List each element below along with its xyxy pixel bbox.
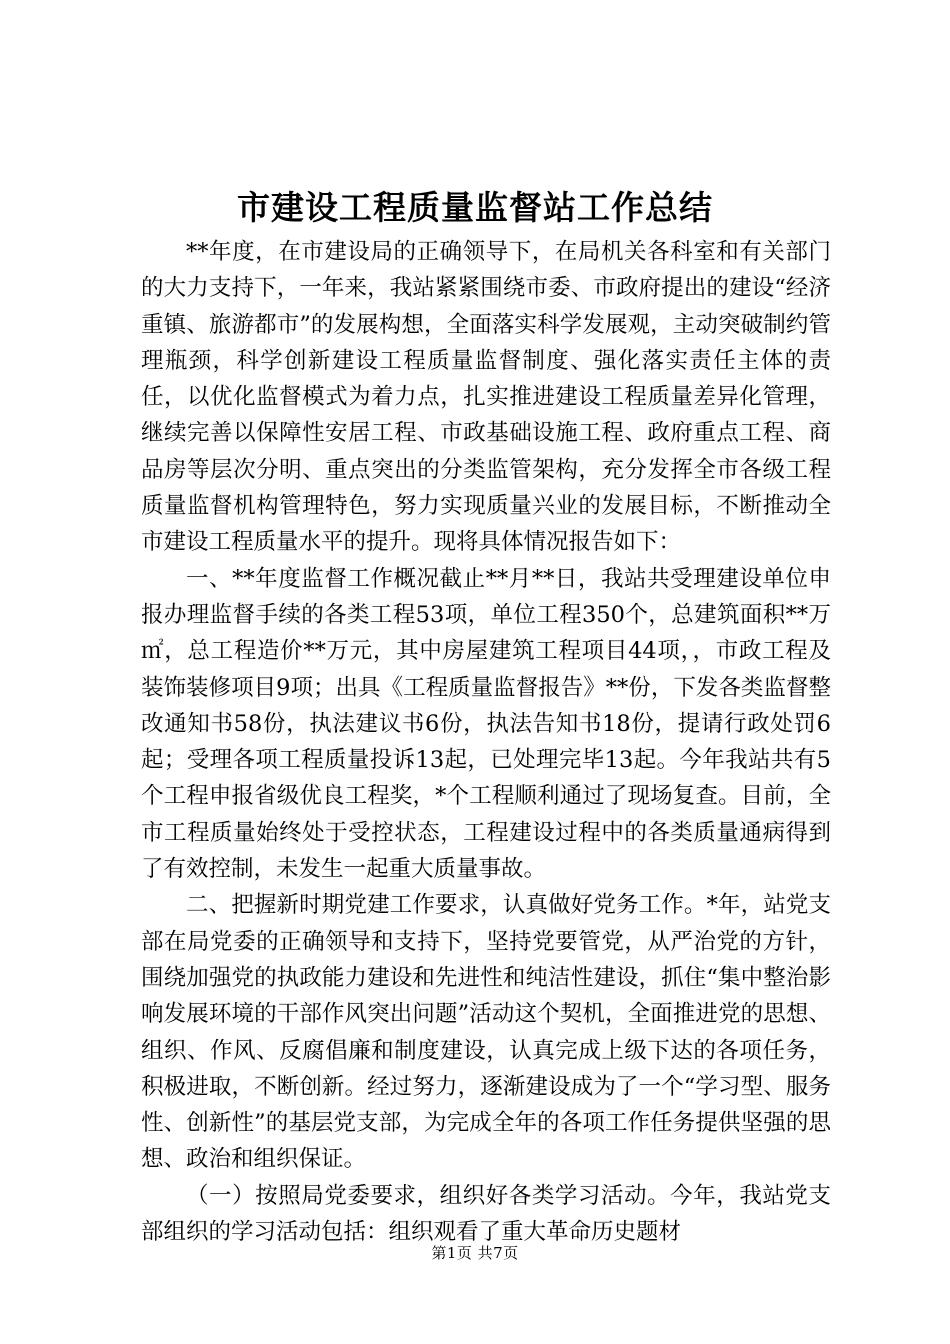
page-number-footer: 第1页 共7页 [431, 1244, 519, 1262]
paragraph-intro: **年度，在市建设局的正确领导下，在局机关各科室和有关部门的大力支持下，一年来，我站紧紧围绕市委、市政府提出的建设“经济重镇、旅游都市”的发展构想，全面落实科学发展观，主动突破制约管理瓶颈，科学创新建设工程质量监督制度、强化落实责任主体的责任，以优化监督模式为着力点，扎实推进建设工程质量差异化管理，继续完善以保障性安居工程、市政基础设施工程、政府重点工程、商品房等层次分明、重点突出的分类监管架构，充分发挥全市各级工程质量监督机构管理特色，努力实现质量兴业的发展目标，不断推动全市建设工程质量水平的提升。现将具体情况报告如下： [141, 239, 831, 556]
paragraph-subsection-1: （一）按照局党委要求，组织好各类学习活动。今年，我站党支部组织的学习活动包括：组织观看了重大革命历史题材 [141, 1182, 831, 1246]
paragraph-section-2: 二、把握新时期党建工作要求，认真做好党务工作。*年，站党支部在局党委的正确领导和支持下，坚持党要管党，从严治党的方针，围绕加强党的执政能力建设和先进性和纯洁性建设，抓住“集中整治影响发展环境的干部作风突出问题”活动这个契机，全面推进党的思想、组织、作风、反腐倡廉和制度建设，认真完成上级下达的各项任务，积极进取，不断创新。经过努力，逐渐建设成为了一个“学习型、服务性、创新性”的基层党支部，为完成全年的各项工作任务提供坚强的思想、政治和组织保证。 [141, 892, 831, 1173]
document-body [141, 234, 831, 1250]
document-title: 市建设工程质量监督站工作总结 [237, 188, 713, 227]
paragraph-section-1: 一、**年度监督工作概况截止**月**日，我站共受理建设单位申报办理监督手续的各类工程53项，单位工程350个，总建筑面积**万㎡，总工程造价**万元，其中房屋建筑工程项目44项，，市政工程及装饰装修项目9项；出具《工程质量监督报告》**份，下发各类监督整改通知书58份，执法建议书6份，执法告知书18份，提请行政处罚6起；受理各项工程质量投诉13起，已处理完毕13起。今年我站共有5个工程申报省级优良工程奖，*个工程顺利通过了现场复查。目前，全市工程质量始终处于受控状态，工程建设过程中的各类质量通病得到了有效控制，未发生一起重大质量事故。 [141, 565, 831, 883]
